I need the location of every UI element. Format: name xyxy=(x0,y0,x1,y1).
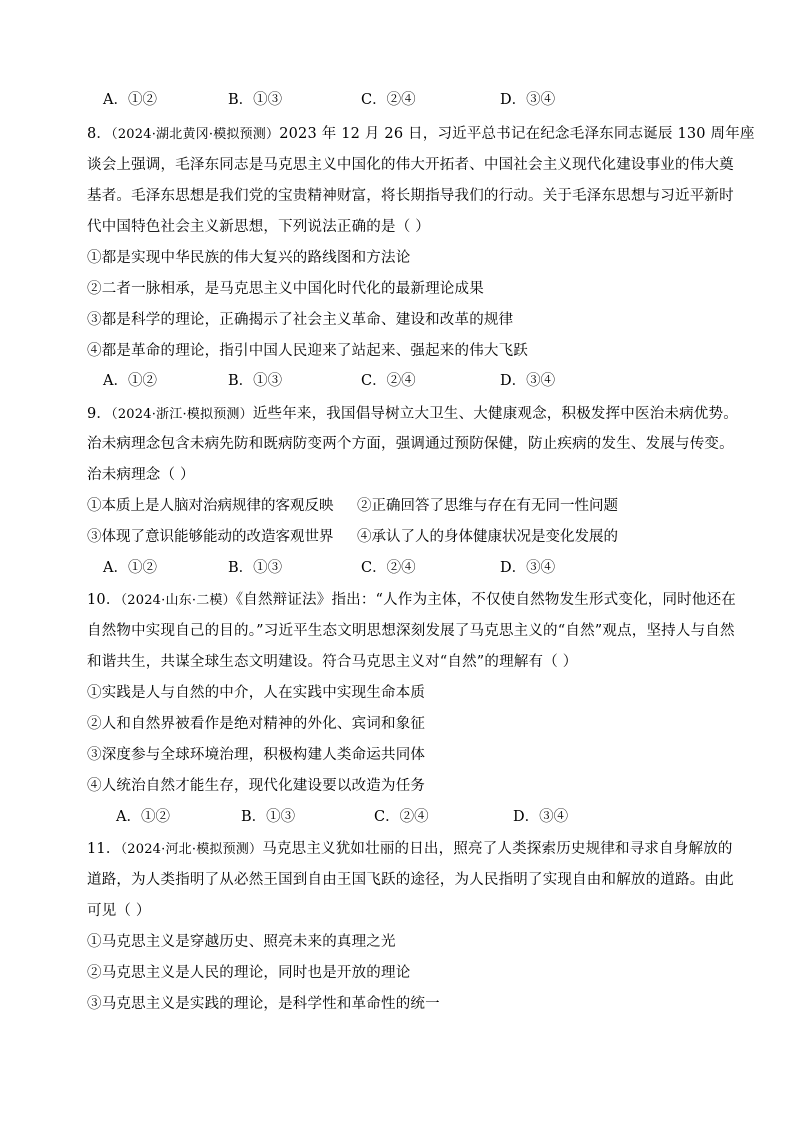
q10-option-c[interactable]: C．②④ xyxy=(374,809,429,825)
q8-statement-4: ④都是革命的理论，指引中国人民迎来了站起来、强起来的伟大飞跃 xyxy=(87,343,528,359)
q9-stem-text-1: 近些年来，我国倡导树立大卫生、大健康观念，积极发挥中医治未病优势。 xyxy=(252,406,738,422)
q9-statement-2: ②正确回答了思维与存在有无同一性问题 xyxy=(357,498,618,514)
q11-statement-2: ②马克思主义是人民的理论，同时也是开放的理论 xyxy=(87,965,411,981)
q10-option-a[interactable]: A．①② xyxy=(116,809,170,825)
q9-stem-line-1 xyxy=(87,404,738,425)
q8-option-d[interactable]: D．③④ xyxy=(500,373,556,389)
q11-stem-text-1: 马克思主义犹如壮丽的日出，照亮了人类探索历史规律和寻求自身解放的 xyxy=(262,841,733,857)
q10-stem-text-1: 《自然辩证法》指出：“人作为主体，不仅使自然物发生形式变化，同时他还在 xyxy=(235,592,736,608)
q7-option-d[interactable]: D．③④ xyxy=(500,92,556,108)
q8-source: （2024·湖北黄冈·模拟预测） xyxy=(111,127,280,142)
q10-statement-3: ③深度参与全球环境治理，积极构建人类命运共同体 xyxy=(87,747,426,763)
q9-number: 9． xyxy=(87,406,112,422)
q8-option-a[interactable]: A．①② xyxy=(103,373,157,389)
q11-stem-line-3: 可见（ ） xyxy=(87,903,151,919)
q11-source: （2024·河北·模拟预测） xyxy=(120,842,263,857)
q9-statement-row-1 xyxy=(87,496,727,516)
q8-stem-text-1: 2023 年 12 月 26 日，习近平总书记在纪念毛泽东同志诞辰 130 周年座 xyxy=(279,126,755,142)
q7-option-c[interactable]: C．②④ xyxy=(361,92,416,108)
q8-option-b[interactable]: B．①③ xyxy=(228,373,283,389)
q10-statement-1: ①实践是人与自然的中介，人在实践中实现生命本质 xyxy=(87,685,426,701)
q8-stem-line-3: 基者。毛泽东思想是我们党的宝贵精神财富，将长期指导我们的行动。关于毛泽东思想与习近平新时 xyxy=(87,188,734,204)
q8-stem-line-1 xyxy=(87,124,755,145)
q8-statement-1: ①都是实现中华民族的伟大复兴的路线图和方法论 xyxy=(87,250,411,266)
q9-option-a[interactable]: A．①② xyxy=(103,560,157,576)
q8-option-c[interactable]: C．②④ xyxy=(361,373,416,389)
q9-stem-line-3: 治未病理念（ ） xyxy=(87,467,195,483)
q8-stem-line-2: 谈会上强调，毛泽东同志是马克思主义中国化的伟大开拓者、中国社会主义现代化建设事业的伟大奠 xyxy=(87,157,734,173)
q10-option-b[interactable]: B．①③ xyxy=(241,809,296,825)
q10-number: 10． xyxy=(87,592,121,608)
q9-stem-line-2: 治未病理念包含未病先防和既病防变两个方面，强调通过预防保健，防止疾病的发生、发展与传变。 xyxy=(87,436,734,452)
q9-source: （2024·浙江·模拟预测） xyxy=(111,407,253,422)
q11-statement-1: ①马克思主义是穿越历史、照亮未来的真理之光 xyxy=(87,934,396,950)
q11-stem-line-2: 道路，为人类指明了从必然王国到自由王国飞跃的途径，为人民指明了实现自由和解放的道路。由此 xyxy=(87,872,734,888)
q9-option-c[interactable]: C．②④ xyxy=(361,560,416,576)
q10-source: （2024·山东·二模） xyxy=(120,593,236,608)
q9-statement-row-2 xyxy=(87,527,727,547)
q11-statement-3: ③马克思主义是实践的理论，是科学性和革命性的统一 xyxy=(87,996,440,1012)
q10-stem-line-3: 和谐共生，共谋全球生态文明建设。符合马克思主义对“自然”的理解有（ ） xyxy=(87,654,578,670)
q9-statement-1: ①本质上是人脑对治病规律的客观反映 xyxy=(87,498,334,514)
q8-number: 8． xyxy=(87,126,112,142)
q8-statement-2: ②二者一脉相承，是马克思主义中国化时代化的最新理论成果 xyxy=(87,281,484,297)
q8-stem-line-4: 代中国特色社会主义新思想，下列说法正确的是（ ） xyxy=(87,219,430,235)
q10-statement-4: ④人统治自然才能生存，现代化建设要以改造为任务 xyxy=(87,778,426,794)
q9-option-b[interactable]: B．①③ xyxy=(228,560,283,576)
q10-stem-line-2: 自然物中实现自己的目的。”习近平生态文明思想深刻发展了马克思主义的“自然”观点，坚持人与自然 xyxy=(87,623,735,639)
q10-statement-2: ②人和自然界被看作是绝对精神的外化、宾词和象征 xyxy=(87,716,426,732)
q10-option-d[interactable]: D．③④ xyxy=(513,809,569,825)
q11-number: 11． xyxy=(87,841,121,857)
q8-statement-3: ③都是科学的理论，正确揭示了社会主义革命、建设和改革的规律 xyxy=(87,312,514,328)
q9-statement-3: ③体现了意识能够能动的改造客观世界 xyxy=(87,529,334,545)
q11-stem-line-1 xyxy=(87,839,733,860)
q9-statement-4: ④承认了人的身体健康状况是变化发展的 xyxy=(357,529,618,545)
q7-option-b[interactable]: B．①③ xyxy=(228,92,283,108)
q10-stem-line-1 xyxy=(87,590,736,611)
q9-option-d[interactable]: D．③④ xyxy=(500,560,556,576)
q7-option-a[interactable]: A．①② xyxy=(103,92,157,108)
